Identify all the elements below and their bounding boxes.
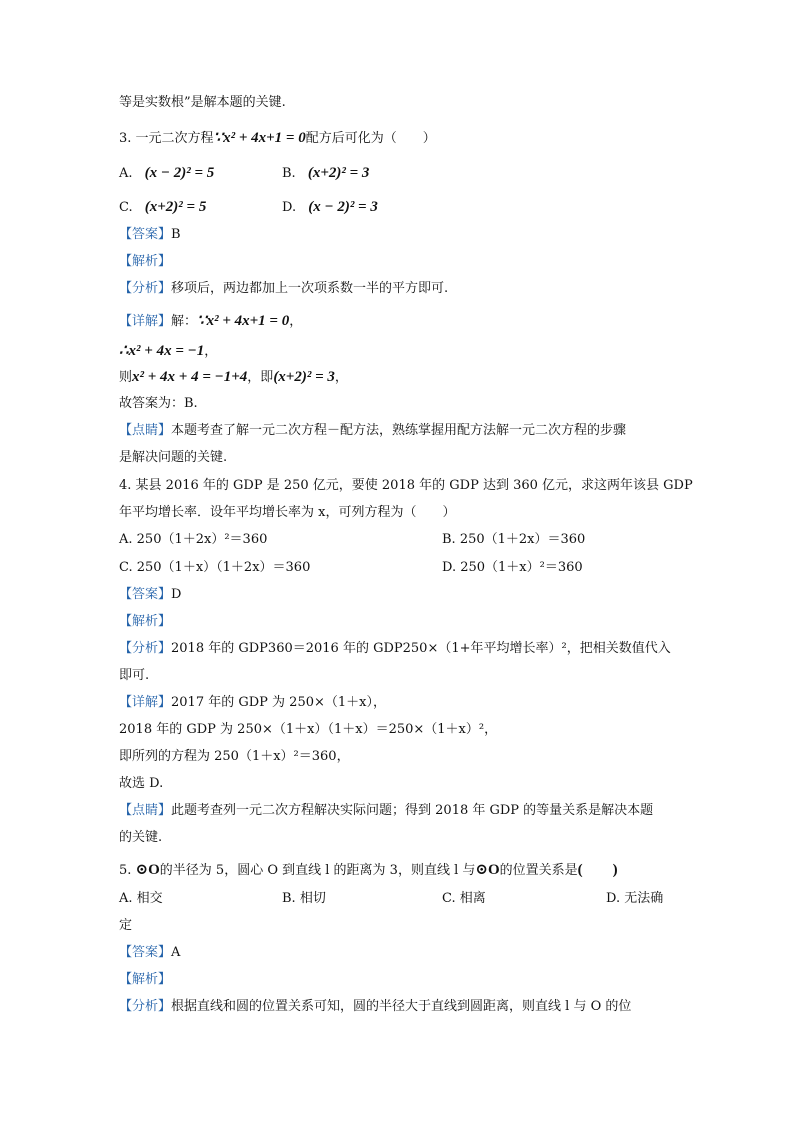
option-a: A. 250（1＋2x）²＝360 — [119, 532, 268, 547]
text-line: 即可. — [119, 668, 150, 683]
math-expression: (x+2)² = 3 — [307, 165, 370, 181]
option-b: B. 250（1＋2x）＝360 — [442, 532, 586, 547]
option-b: B. (x+2)² = 3 — [282, 165, 370, 181]
math-expression: ∴x² + 4x = −1 — [119, 343, 205, 359]
circle-symbol: ⊙O — [135, 862, 160, 878]
circle-symbol: ⊙O — [475, 862, 500, 878]
xiangjie-line: 【详解】2017 年的 GDP 为 250×（1＋x）， — [119, 695, 386, 710]
text-line: 等是实数根”是解本题的关键. — [119, 95, 286, 110]
question-3-stem: 3. 一元二次方程∵x² + 4x+1 = 0配方后可化为（ ） — [119, 130, 436, 146]
answer-line: 【答案】D — [119, 587, 182, 602]
option-a: A. (x − 2)² = 5 — [119, 165, 215, 181]
answer-line: 【答案】B — [119, 227, 181, 242]
option-d: D. 无法确 — [606, 891, 664, 906]
question-5-stem: 5. ⊙O的半径为 5，圆心 O 到直线 l 的距离为 3，则直线 l 与⊙O的位置关系是( ) — [119, 862, 618, 878]
option-b: B. 相切 — [282, 891, 326, 906]
math-expression: ∵x² + 4x+1 = 0 — [213, 130, 306, 146]
math-expression: x² + 4x + 4 = −1+4 — [132, 369, 248, 385]
question-4-stem: 4. 某县 2016 年的 GDP 是 250 亿元，要使 2018 年的 GDP 达到 360 亿元，求这两年该县 GDP — [119, 478, 693, 493]
option-d-continued: 定 — [119, 918, 133, 933]
answer-tag: 【答案】 — [119, 227, 172, 242]
xiangjie-line: 【详解】解：∵x² + 4x+1 = 0， — [119, 313, 303, 329]
option-d: D. 250（1＋x）²＝360 — [442, 560, 583, 575]
option-d: D. (x − 2)² = 3 — [282, 199, 378, 215]
conclusion-line: 故选 D. — [119, 776, 164, 791]
step-line: 即所列的方程为 250（1＋x）²＝360， — [119, 749, 350, 764]
math-expression: (x+2)² = 5 — [144, 199, 207, 215]
math-expression: (x+2)² = 3 — [273, 369, 335, 385]
step-line: 2018 年的 GDP 为 250×（1＋x）（1＋x）＝250×（1＋x）²， — [119, 722, 498, 737]
question-4-stem: 年平均增长率．设年平均增长率为 x，可列方程为（ ） — [119, 505, 456, 520]
fenxi-line: 【分析】根据直线和圆的位置关系可知，圆的半径大于直线到圆距离，则直线 l 与 O 的位 — [119, 999, 632, 1014]
answer-tag: 【答案】 — [119, 587, 172, 602]
dianjing-line: 【点睛】此题考查列一元二次方程解决实际问题；得到 2018 年 GDP 的等量关系是解决本题 — [119, 803, 654, 818]
option-c: C. 250（1＋x）（1＋2x）＝360 — [119, 560, 311, 575]
analysis-tag: 【解析】 — [119, 972, 172, 987]
option-c: C. (x+2)² = 5 — [119, 199, 207, 215]
step-line: 则x² + 4x + 4 = −1+4，即(x+2)² = 3， — [119, 369, 348, 385]
fenxi-line: 【分析】2018 年的 GDP360＝2016 年的 GDP250×（1+年平均增长率）²，把相关数值代入 — [119, 641, 671, 656]
answer-line: 【答案】A — [119, 945, 181, 960]
answer-tag: 【答案】 — [119, 945, 172, 960]
conclusion-line: 故答案为：B. — [119, 396, 198, 411]
math-expression: (x − 2)² = 3 — [308, 199, 378, 215]
dianjing-line: 【点睛】本题考查了解一元二次方程－配方法，熟练掌握用配方法解一元二次方程的步骤 — [119, 423, 627, 438]
analysis-tag: 【解析】 — [119, 254, 172, 269]
option-a: A. 相交 — [119, 891, 163, 906]
text-line: 的关键. — [119, 830, 163, 845]
analysis-tag: 【解析】 — [119, 614, 172, 629]
option-c: C. 相离 — [442, 891, 486, 906]
answer-paren: ( ) — [577, 862, 618, 878]
step-line: ∴x² + 4x = −1， — [119, 343, 218, 359]
fenxi-line: 【分析】移项后，两边都加上一次项系数一半的平方即可. — [119, 281, 449, 296]
math-expression: (x − 2)² = 5 — [144, 165, 215, 181]
math-expression: ∵x² + 4x+1 = 0 — [197, 313, 290, 329]
text-line: 是解决问题的关键. — [119, 450, 228, 465]
